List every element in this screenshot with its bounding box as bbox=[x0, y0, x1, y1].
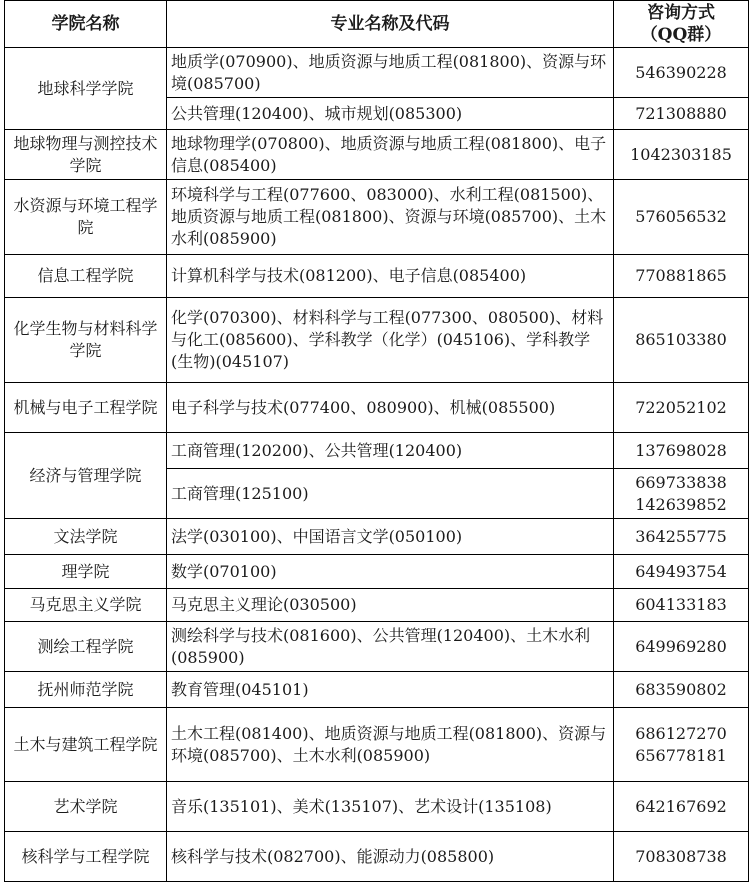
major-cell: 地质学(070900)、地质资源与地质工程(081800)、资源与环境(085700) bbox=[167, 48, 614, 98]
table-row bbox=[5, 782, 749, 832]
school-cell: 机械与电子工程学院 bbox=[5, 383, 167, 433]
qq-number: 656778181 bbox=[635, 745, 727, 765]
school-cell: 经济与管理学院 bbox=[5, 433, 167, 519]
major-cell: 数学(070100) bbox=[167, 555, 614, 589]
school-cell: 测绘工程学院 bbox=[5, 622, 167, 672]
header-school: 学院名称 bbox=[5, 1, 167, 48]
major-cell: 地球物理学(070800)、地质资源与地质工程(081800)、电子信息(085400) bbox=[167, 130, 614, 180]
school-cell: 地球物理与测控技术学院 bbox=[5, 130, 167, 180]
table-row bbox=[5, 555, 749, 589]
qq-cell: 576056532 bbox=[614, 180, 749, 255]
major-cell: 马克思主义理论(030500) bbox=[167, 589, 614, 622]
qq-number: 686127270 bbox=[635, 723, 727, 743]
major-cell: 核科学与技术(082700)、能源动力(085800) bbox=[167, 832, 614, 882]
major-cell: 法学(030100)、中国语言文学(050100) bbox=[167, 519, 614, 555]
qq-cell bbox=[614, 708, 749, 782]
major-cell: 测绘科学与技术(081600)、公共管理(120400)、土木水利(085900) bbox=[167, 622, 614, 672]
qq-cell: 649969280 bbox=[614, 622, 749, 672]
qq-cell: 722052102 bbox=[614, 383, 749, 433]
table-row bbox=[5, 298, 749, 383]
school-cell: 信息工程学院 bbox=[5, 255, 167, 298]
qq-group-table bbox=[4, 0, 749, 882]
table-row bbox=[5, 672, 749, 708]
table-row bbox=[5, 383, 749, 433]
school-cell: 化学生物与材料科学学院 bbox=[5, 298, 167, 383]
major-cell: 音乐(135101)、美术(135107)、艺术设计(135108) bbox=[167, 782, 614, 832]
table-row bbox=[5, 708, 749, 782]
header-contact bbox=[614, 1, 749, 48]
table-row bbox=[5, 255, 749, 298]
school-cell: 马克思主义学院 bbox=[5, 589, 167, 622]
major-cell: 教育管理(045101) bbox=[167, 672, 614, 708]
major-cell: 工商管理(120200)、公共管理(120400) bbox=[167, 433, 614, 469]
qq-cell: 865103380 bbox=[614, 298, 749, 383]
qq-cell: 770881865 bbox=[614, 255, 749, 298]
school-cell: 水资源与环境工程学院 bbox=[5, 180, 167, 255]
school-cell: 艺术学院 bbox=[5, 782, 167, 832]
qq-cell: 708308738 bbox=[614, 832, 749, 882]
school-cell: 文法学院 bbox=[5, 519, 167, 555]
qq-number: 669733838 bbox=[635, 472, 727, 492]
table-row bbox=[5, 622, 749, 672]
qq-cell: 546390228 bbox=[614, 48, 749, 98]
qq-cell: 642167692 bbox=[614, 782, 749, 832]
qq-cell: 604133183 bbox=[614, 589, 749, 622]
header-contact-line2: （QQ群） bbox=[640, 25, 722, 45]
school-cell: 理学院 bbox=[5, 555, 167, 589]
qq-cell: 1042303185 bbox=[614, 130, 749, 180]
table-row bbox=[5, 180, 749, 255]
header-contact-line1: 咨询方式 bbox=[647, 3, 715, 23]
major-cell: 化学(070300)、材料科学与工程(077300、080500)、材料与化工(085600)、学科教学（化学）(045106)、学科教学(生物)(045107) bbox=[167, 298, 614, 383]
qq-cell: 137698028 bbox=[614, 433, 749, 469]
table-header-row bbox=[5, 1, 749, 48]
qq-cell: 649493754 bbox=[614, 555, 749, 589]
table-row bbox=[5, 589, 749, 622]
table-row bbox=[5, 130, 749, 180]
qq-cell bbox=[614, 469, 749, 519]
qq-cell: 364255775 bbox=[614, 519, 749, 555]
major-cell: 公共管理(120400)、城市规划(085300) bbox=[167, 98, 614, 130]
school-cell: 土木与建筑工程学院 bbox=[5, 708, 167, 782]
school-cell: 核科学与工程学院 bbox=[5, 832, 167, 882]
major-cell: 工商管理(125100) bbox=[167, 469, 614, 519]
table-row bbox=[5, 832, 749, 882]
table-row bbox=[5, 519, 749, 555]
qq-number: 142639852 bbox=[635, 494, 727, 514]
major-cell: 电子科学与技术(077400、080900)、机械(085500) bbox=[167, 383, 614, 433]
qq-cell: 683590802 bbox=[614, 672, 749, 708]
major-cell: 环境科学与工程(077600、083000)、水利工程(081500)、地质资源与地质工程(081800)、资源与环境(085700)、土木水利(085900) bbox=[167, 180, 614, 255]
table-row bbox=[5, 433, 749, 469]
school-cell: 地球科学学院 bbox=[5, 48, 167, 130]
major-cell: 土木工程(081400)、地质资源与地质工程(081800)、资源与环境(085700)、土木水利(085900) bbox=[167, 708, 614, 782]
header-major: 专业名称及代码 bbox=[167, 1, 614, 48]
major-cell: 计算机科学与技术(081200)、电子信息(085400) bbox=[167, 255, 614, 298]
table-row bbox=[5, 48, 749, 98]
school-cell: 抚州师范学院 bbox=[5, 672, 167, 708]
qq-cell: 721308880 bbox=[614, 98, 749, 130]
